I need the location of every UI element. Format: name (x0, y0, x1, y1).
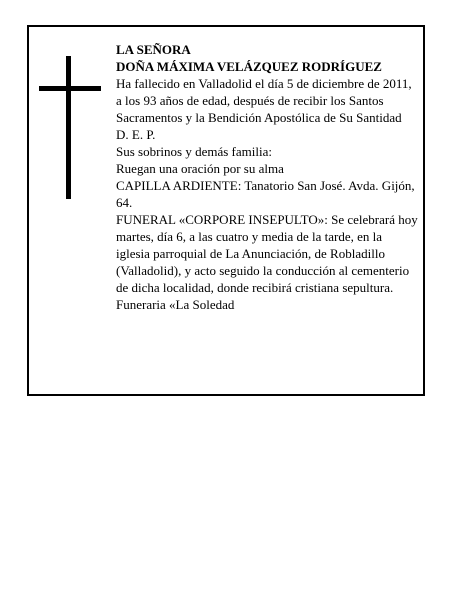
funeral-home: Funeraria «La Soledad (116, 297, 235, 312)
deceased-name: DOÑA MÁXIMA VELÁZQUEZ RODRÍGUEZ (116, 59, 382, 74)
notice-heading: LA SEÑORA (116, 42, 191, 57)
cross-vertical-bar (66, 56, 71, 199)
cross-icon (39, 56, 101, 199)
death-announcement: Ha fallecido en Valladolid el día 5 de diciembre de 2011, a los 93 años de edad, después de recibir los Santos Sacramentos y la Bendición Apostólica de Su Santidad (116, 76, 412, 125)
prayer-request: Ruegan una oración por su alma (116, 161, 284, 176)
cross-horizontal-bar (39, 86, 101, 91)
family-line: Sus sobrinos y demás familia: (116, 144, 272, 159)
notice-text (116, 41, 418, 313)
dep-line: D. E. P. (116, 127, 156, 142)
funeral-info: FUNERAL «CORPORE INSEPULTO»: Se celebrará hoy martes, día 6, a las cuatro y media de la tarde, en la iglesia parroquial de La Anunciación, de Robladillo (Valladolid), y acto seguido la conducción al cementerio de dicha localidad, donde recibirá cristiana sepultura. (116, 212, 418, 295)
chapel-info: CAPILLA ARDIENTE: Tanatorio San José. Avda. Gijón, 64. (116, 178, 415, 210)
obituary-notice (27, 25, 425, 396)
